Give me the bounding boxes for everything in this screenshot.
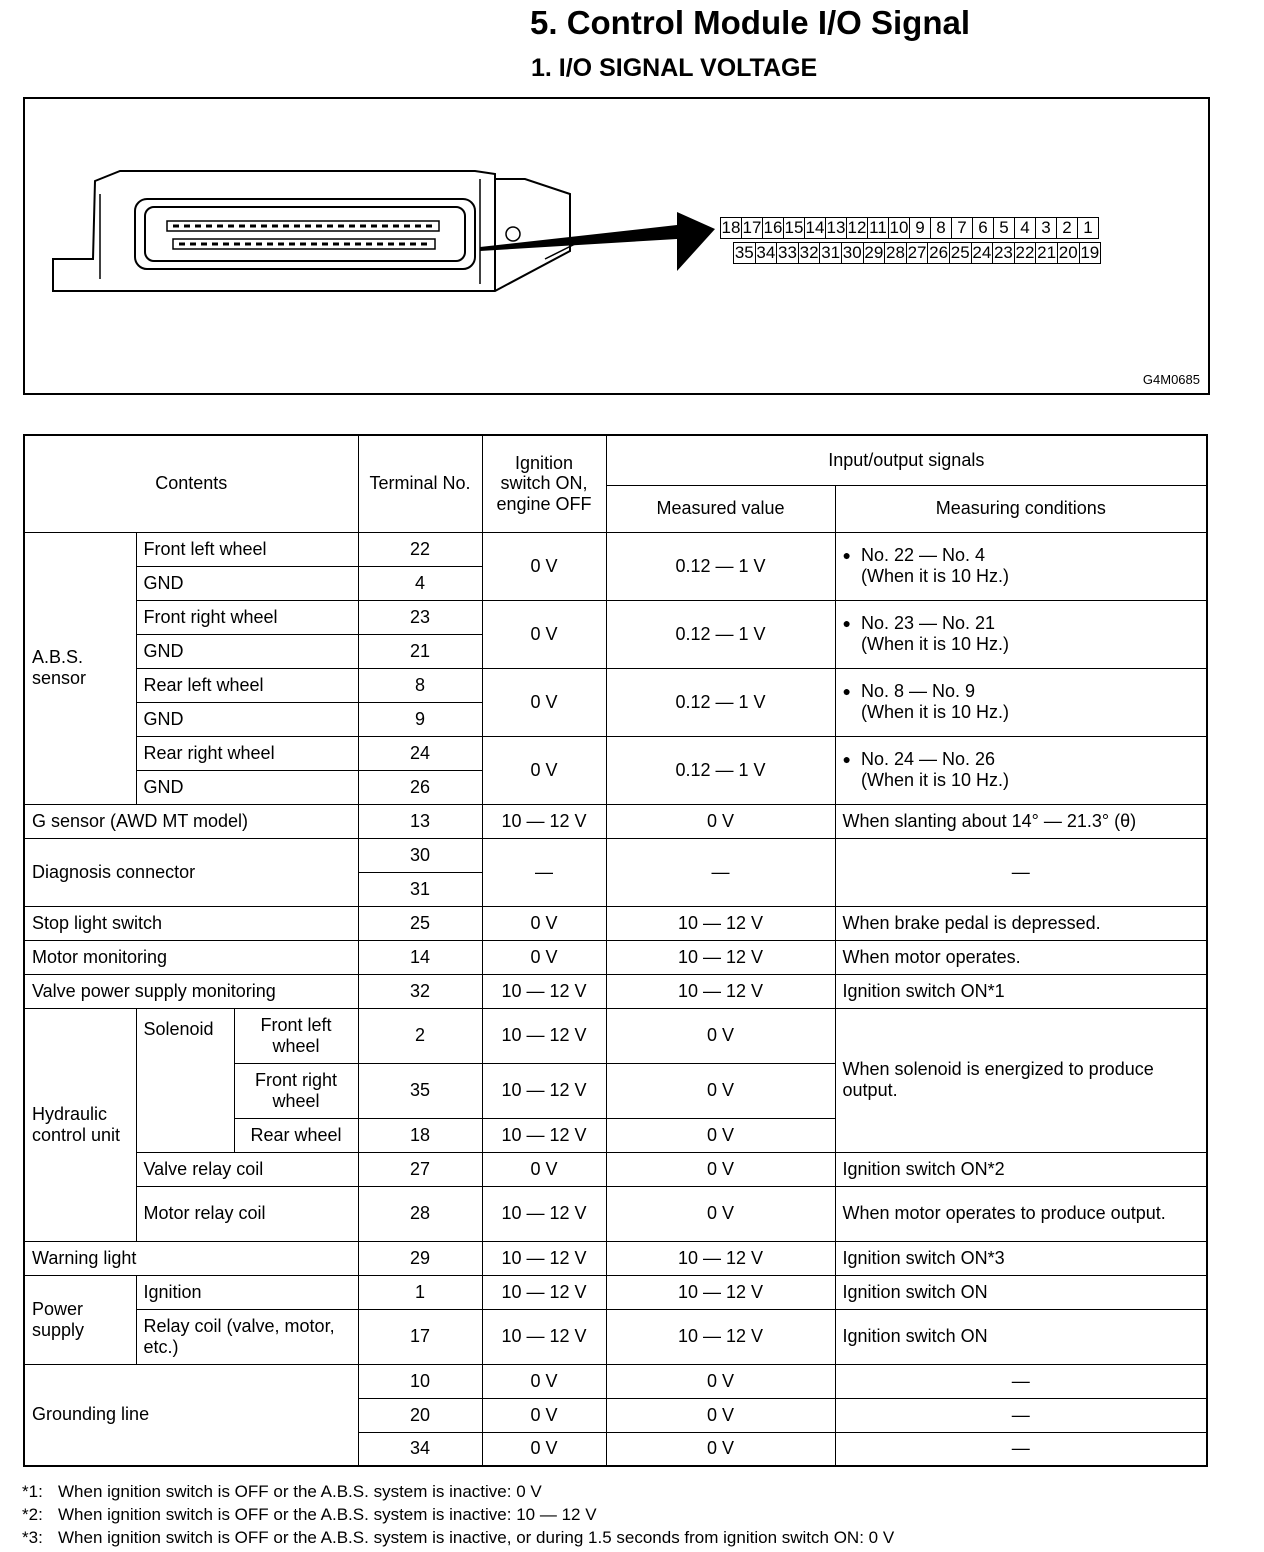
table-cell: GND bbox=[136, 770, 358, 804]
bullet-icon: ● bbox=[842, 547, 851, 564]
header-contents: Contents bbox=[24, 435, 358, 532]
footnotes bbox=[22, 1480, 894, 1549]
table-cell: G sensor (AWD MT model) bbox=[24, 804, 358, 838]
page-title: 5. Control Module I/O Signal bbox=[530, 4, 971, 41]
measured-cell: 0.12 — 1 V bbox=[606, 668, 835, 736]
connector-pin: 26 bbox=[929, 243, 949, 262]
table-cell: Rear right wheel bbox=[136, 736, 358, 770]
table-cell: Valve power supply monitoring bbox=[24, 974, 358, 1008]
ignition-cell: 0 V bbox=[482, 668, 606, 736]
connector-pin: 28 bbox=[885, 243, 905, 262]
connector-pin: 15 bbox=[784, 218, 804, 237]
measured-cell: 0 V bbox=[606, 1186, 835, 1241]
terminal-cell: 2 bbox=[358, 1008, 482, 1063]
header-measuring-conditions: Measuring conditions bbox=[835, 485, 1207, 532]
measured-cell: 10 — 12 V bbox=[606, 906, 835, 940]
solenoid-label: Solenoid bbox=[136, 1008, 234, 1152]
measured-cell: 0 V bbox=[606, 1118, 835, 1152]
condition-cell: ● No. 24 — No. 26 (When it is 10 Hz.) bbox=[835, 736, 1207, 804]
table-cell: Front right wheel bbox=[234, 1063, 358, 1118]
terminal-cell: 1 bbox=[358, 1275, 482, 1309]
footnote: *3: When ignition switch is OFF or the A.B.S. system is inactive, or during 1.5 seconds from ignition switch ON: 0 V bbox=[22, 1528, 895, 1547]
connector-pin: 32 bbox=[799, 243, 819, 262]
terminal-cell: 30 bbox=[358, 838, 482, 872]
terminal-cell: 22 bbox=[358, 532, 482, 566]
terminal-cell: 10 bbox=[358, 1364, 482, 1398]
terminal-cell: 32 bbox=[358, 974, 482, 1008]
measured-cell: 0 V bbox=[606, 1063, 835, 1118]
connector-pin: 24 bbox=[972, 243, 992, 262]
connector-pin: 10 bbox=[889, 218, 909, 237]
condition-cell: — bbox=[835, 1432, 1207, 1466]
condition-cell: ● No. 8 — No. 9 (When it is 10 Hz.) bbox=[835, 668, 1207, 736]
connector-pin: 14 bbox=[805, 218, 825, 237]
ignition-cell: 10 — 12 V bbox=[482, 1063, 606, 1118]
connector-pin: 34 bbox=[756, 243, 776, 262]
terminal-cell: 21 bbox=[358, 634, 482, 668]
connector-pin: 9 bbox=[910, 218, 931, 239]
ignition-cell: 0 V bbox=[482, 1432, 606, 1466]
condition-cell: — bbox=[835, 1398, 1207, 1432]
table-cell: GND bbox=[136, 566, 358, 600]
measured-cell: 0.12 — 1 V bbox=[606, 736, 835, 804]
terminal-cell: 35 bbox=[358, 1063, 482, 1118]
condition-cell: Ignition switch ON*3 bbox=[835, 1241, 1207, 1275]
terminal-cell: 24 bbox=[358, 736, 482, 770]
table-cell: Front left wheel bbox=[136, 532, 358, 566]
table-cell: Rear left wheel bbox=[136, 668, 358, 702]
hcu-group-label: Hydraulic control unit bbox=[24, 1008, 136, 1241]
table-cell: Stop light switch bbox=[24, 906, 358, 940]
connector-pin: 20 bbox=[1058, 243, 1078, 262]
condition-cell: When motor operates to produce output. bbox=[835, 1186, 1207, 1241]
measured-cell: 10 — 12 V bbox=[606, 1241, 835, 1275]
footnote: *1: When ignition switch is OFF or the A.B.S. system is inactive: 0 V bbox=[22, 1482, 542, 1501]
condition-cell: — bbox=[835, 1364, 1207, 1398]
ignition-cell: 0 V bbox=[482, 736, 606, 804]
terminal-cell: 13 bbox=[358, 804, 482, 838]
connector-pin: 29 bbox=[864, 243, 884, 262]
condition-cell: When slanting about 14° — 21.3° (θ) bbox=[835, 804, 1207, 838]
connector-pin: 7 bbox=[952, 218, 973, 239]
ignition-cell: 10 — 12 V bbox=[482, 1241, 606, 1275]
condition-cell: When solenoid is energized to produce output. bbox=[835, 1008, 1207, 1152]
abs-group-label: A.B.S. sensor bbox=[24, 532, 136, 804]
connector-pin: 4 bbox=[1015, 218, 1036, 239]
connector-pin-row-lower bbox=[733, 242, 1101, 264]
measured-cell: 0.12 — 1 V bbox=[606, 600, 835, 668]
table-cell: Warning light bbox=[24, 1241, 358, 1275]
connector-pin: 23 bbox=[993, 243, 1013, 262]
bullet-icon: ● bbox=[842, 683, 851, 700]
terminal-cell: 28 bbox=[358, 1186, 482, 1241]
measured-cell: 10 — 12 V bbox=[606, 1309, 835, 1364]
connector-pin: 8 bbox=[931, 218, 952, 239]
connector-pin: 6 bbox=[973, 218, 994, 239]
terminal-cell: 27 bbox=[358, 1152, 482, 1186]
connector-pin: 25 bbox=[950, 243, 970, 262]
table-cell: Grounding line bbox=[24, 1364, 358, 1466]
ignition-cell: 10 — 12 V bbox=[482, 1118, 606, 1152]
measured-cell: 0 V bbox=[606, 1008, 835, 1063]
connector-pin: 19 bbox=[1080, 243, 1100, 262]
table-cell: Front left wheel bbox=[234, 1008, 358, 1063]
ignition-cell: 0 V bbox=[482, 906, 606, 940]
ignition-cell: 10 — 12 V bbox=[482, 1275, 606, 1309]
measured-cell: 10 — 12 V bbox=[606, 1275, 835, 1309]
table-cell: Ignition bbox=[136, 1275, 358, 1309]
io-signal-table bbox=[23, 434, 1208, 1467]
condition-cell: ● No. 23 — No. 21 (When it is 10 Hz.) bbox=[835, 600, 1207, 668]
measured-cell: — bbox=[606, 838, 835, 906]
power-group-label: Power supply bbox=[24, 1275, 136, 1364]
condition-cell: Ignition switch ON bbox=[835, 1275, 1207, 1309]
connector-pin: 2 bbox=[1057, 218, 1078, 239]
table-cell: Relay coil (valve, motor, etc.) bbox=[136, 1309, 358, 1364]
ignition-cell: 0 V bbox=[482, 1398, 606, 1432]
condition-cell: — bbox=[835, 838, 1207, 906]
condition-cell: ● No. 22 — No. 4 (When it is 10 Hz.) bbox=[835, 532, 1207, 600]
connector-pin: 3 bbox=[1036, 218, 1057, 239]
header-io-signals: Input/output signals bbox=[606, 435, 1207, 485]
terminal-cell: 20 bbox=[358, 1398, 482, 1432]
terminal-cell: 26 bbox=[358, 770, 482, 804]
table-cell: Motor monitoring bbox=[24, 940, 358, 974]
ignition-cell: 0 V bbox=[482, 1364, 606, 1398]
connector-pin-row-upper bbox=[720, 217, 1099, 239]
bullet-icon: ● bbox=[842, 615, 851, 632]
ignition-cell: 10 — 12 V bbox=[482, 974, 606, 1008]
measured-cell: 0 V bbox=[606, 1398, 835, 1432]
measured-cell: 0 V bbox=[606, 804, 835, 838]
connector-pin: 21 bbox=[1037, 243, 1057, 262]
connector-pin: 33 bbox=[778, 243, 797, 262]
terminal-cell: 23 bbox=[358, 600, 482, 634]
ignition-cell: 0 V bbox=[482, 532, 606, 600]
section-subtitle: 1. I/O SIGNAL VOLTAGE bbox=[531, 54, 818, 82]
table-cell: Front right wheel bbox=[136, 600, 358, 634]
connector-pin: 13 bbox=[826, 218, 846, 237]
connector-figure bbox=[23, 97, 1210, 395]
connector-pin: 17 bbox=[742, 218, 762, 237]
condition-cell: Ignition switch ON bbox=[835, 1309, 1207, 1364]
table-cell: Valve relay coil bbox=[136, 1152, 358, 1186]
connector-pin: 11 bbox=[869, 218, 887, 237]
condition-cell: When motor operates. bbox=[835, 940, 1207, 974]
ignition-cell: — bbox=[482, 838, 606, 906]
table-cell: GND bbox=[136, 702, 358, 736]
terminal-cell: 29 bbox=[358, 1241, 482, 1275]
header-ignition: Ignition switch ON, engine OFF bbox=[482, 435, 606, 532]
connector-pin: 1 bbox=[1078, 218, 1099, 239]
terminal-cell: 17 bbox=[358, 1309, 482, 1364]
connector-pin: 27 bbox=[907, 243, 927, 262]
measured-cell: 0 V bbox=[606, 1152, 835, 1186]
connector-pin: 12 bbox=[847, 218, 867, 237]
measured-cell: 0 V bbox=[606, 1364, 835, 1398]
figure-code: G4M0685 bbox=[1142, 372, 1200, 387]
ignition-cell: 10 — 12 V bbox=[482, 1309, 606, 1364]
condition-cell: Ignition switch ON*2 bbox=[835, 1152, 1207, 1186]
terminal-cell: 8 bbox=[358, 668, 482, 702]
table-cell: Rear wheel bbox=[234, 1118, 358, 1152]
condition-cell: When brake pedal is depressed. bbox=[835, 906, 1207, 940]
terminal-cell: 25 bbox=[358, 906, 482, 940]
bullet-icon: ● bbox=[842, 751, 851, 768]
table-cell: GND bbox=[136, 634, 358, 668]
terminal-cell: 34 bbox=[358, 1432, 482, 1466]
measured-cell: 10 — 12 V bbox=[606, 940, 835, 974]
header-measured-value: Measured value bbox=[606, 485, 835, 532]
connector-pin: 18 bbox=[721, 218, 741, 237]
measured-cell: 0 V bbox=[606, 1432, 835, 1466]
terminal-cell: 31 bbox=[358, 872, 482, 906]
terminal-cell: 9 bbox=[358, 702, 482, 736]
ignition-cell: 10 — 12 V bbox=[482, 1008, 606, 1063]
ignition-cell: 0 V bbox=[482, 1152, 606, 1186]
connector-pin: 16 bbox=[763, 218, 783, 237]
connector-pin: 31 bbox=[821, 243, 841, 262]
ignition-cell: 0 V bbox=[482, 940, 606, 974]
ignition-cell: 0 V bbox=[482, 600, 606, 668]
ignition-cell: 10 — 12 V bbox=[482, 804, 606, 838]
terminal-cell: 18 bbox=[358, 1118, 482, 1152]
terminal-cell: 4 bbox=[358, 566, 482, 600]
ignition-cell: 10 — 12 V bbox=[482, 1186, 606, 1241]
connector-pin: 35 bbox=[734, 243, 754, 262]
connector-pin: 5 bbox=[994, 218, 1015, 239]
table-cell: Diagnosis connector bbox=[24, 838, 358, 906]
connector-pin: 22 bbox=[1015, 243, 1035, 262]
header-terminal: Terminal No. bbox=[358, 435, 482, 532]
terminal-cell: 14 bbox=[358, 940, 482, 974]
measured-cell: 0.12 — 1 V bbox=[606, 532, 835, 600]
connector-pin: 30 bbox=[842, 243, 862, 262]
condition-cell: Ignition switch ON*1 bbox=[835, 974, 1207, 1008]
footnote: *2: When ignition switch is OFF or the A.B.S. system is inactive: 10 — 12 V bbox=[22, 1505, 597, 1524]
table-cell: Motor relay coil bbox=[136, 1186, 358, 1241]
measured-cell: 10 — 12 V bbox=[606, 974, 835, 1008]
